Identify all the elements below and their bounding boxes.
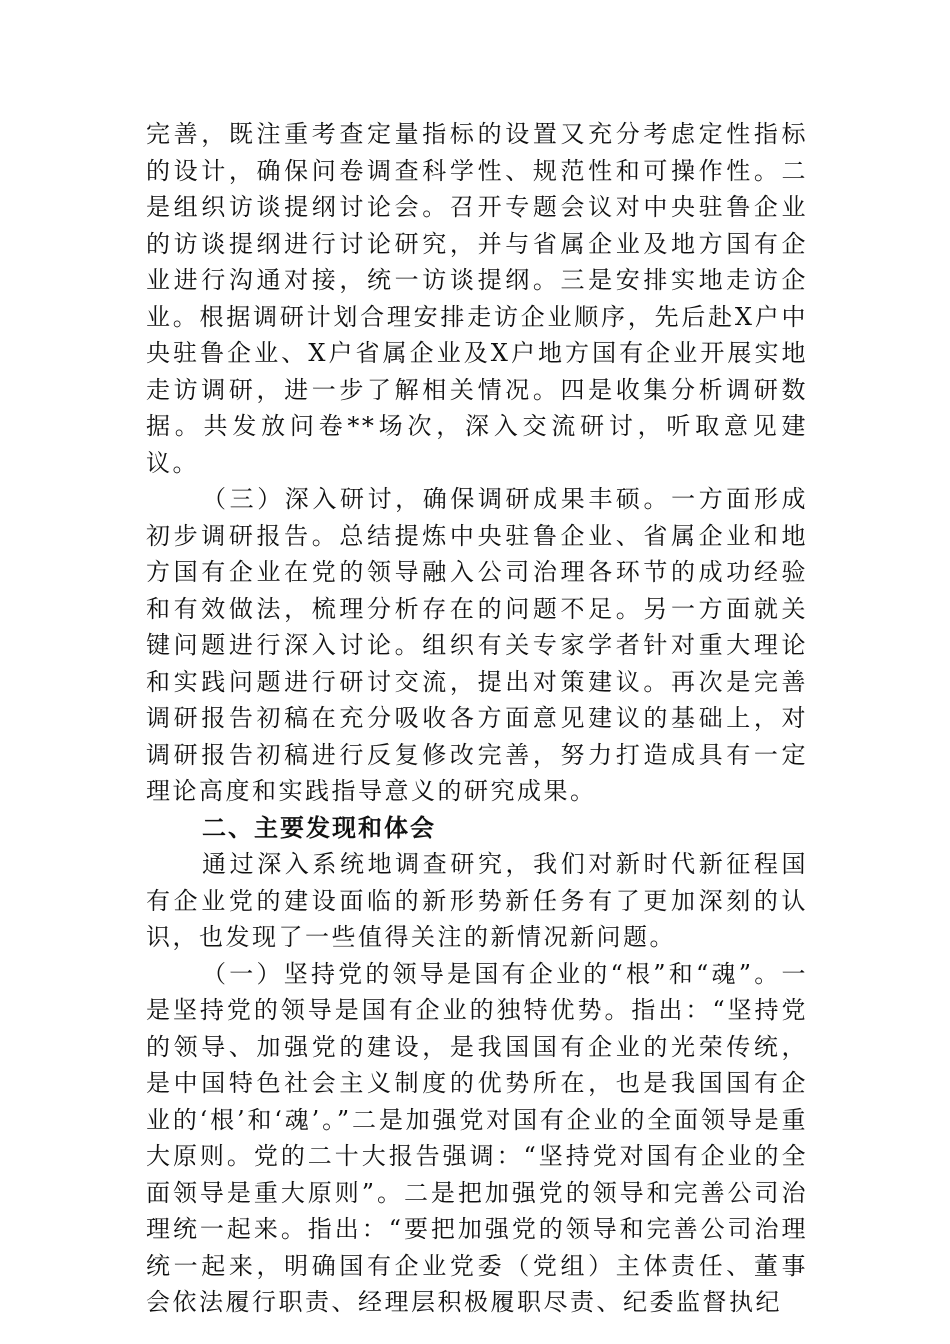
- document-body: [146, 116, 808, 1321]
- paragraph-intro-findings: 通过深入系统地调查研究，我们对新时代新征程国有企业党的建设面临的新形势新任务有了更加深刻的认识，也发现了一些值得关注的新情况新问题。: [146, 850, 808, 951]
- section-heading-two: 二、主要发现和体会: [202, 813, 436, 842]
- paragraph-subsection-one: （一）坚持党的领导是国有企业的“根”和“魂”。一是坚持党的领导是国有企业的独特优势。指出：“坚持党的领导、加强党的建设，是我国国有企业的光荣传统，是中国特色社会主义制度的优势所在，也是我国国有企业的‘根’和‘魂’。”二是加强党对国有企业的全面领导是重大原则。党的二十大报告强调：“坚持党对国有企业的全面领导是重大原则”。二是把加强党的领导和完善公司治理统一起来。指出：“要把加强党的领导和完善公司治理统一起来，明确国有企业党委（党组）主体责任、董事会依法履行职责、经理层积极履职尽责、纪委监督执纪: [146, 959, 808, 1316]
- paragraph-section-three: （三）深入研讨，确保调研成果丰硕。一方面形成初步调研报告。总结提炼中央驻鲁企业、省属企业和地方国有企业在党的领导融入公司治理各环节的成功经验和有效做法，梳理分析存在的问题不足。另一方面就关键问题进行深入讨论。组织有关专家学者针对重大理论和实践问题进行研讨交流，提出对策建议。再次是完善调研报告初稿在充分吸收各方面意见建议的基础上，对调研报告初稿进行反复修改完善，努力打造成具有一定理论高度和实践指导意义的研究成果。: [146, 485, 808, 805]
- paragraph-continuation: 完善，既注重考查定量指标的设置又充分考虑定性指标的设计，确保问卷调查科学性、规范性和可操作性。二是组织访谈提纲讨论会。召开专题会议对中央驻鲁企业的访谈提纲进行讨论研究，并与省属企业及地方国有企业进行沟通对接，统一访谈提纲。三是安排实地走访企业。根据调研计划合理安排走访企业顺序，先后赴X户中央驻鲁企业、X户省属企业及X户地方国有企业开展实地走访调研，进一步了解相关情况。四是收集分析调研数据。共发放问卷**场次，深入交流研讨，听取意见建议。: [146, 120, 808, 477]
